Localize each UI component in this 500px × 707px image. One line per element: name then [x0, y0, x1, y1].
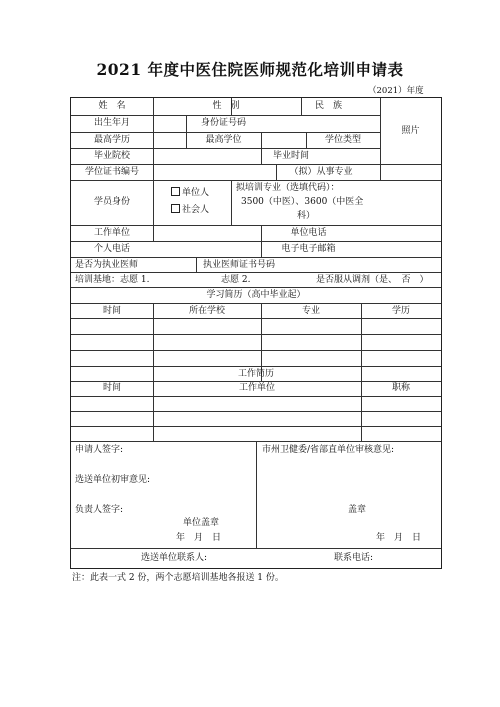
- label-practitioner-cert: 执业医师证书号码: [203, 260, 276, 270]
- label-degree-type: 学位类型: [324, 135, 361, 145]
- unit-preliminary-opinion-label: 选送单位初审意见:: [75, 475, 151, 485]
- work-resume-title: 工作简历: [237, 369, 274, 379]
- col-header-school: 所在学校: [188, 306, 225, 316]
- row-line: [71, 241, 441, 242]
- training-major-line2: 3500（中医）、3600（中医全: [241, 197, 364, 207]
- label-graduation-school: 毕业院校: [93, 151, 130, 161]
- date-right: 年 月 日: [376, 533, 422, 543]
- seal-label: 盖章: [348, 505, 367, 515]
- leader-signature-label: 负责人签字:: [75, 505, 124, 515]
- row-line: [71, 132, 380, 133]
- year-note: （2021）年度: [368, 86, 424, 96]
- col-line: [380, 98, 381, 180]
- col-header-major: 专业: [301, 306, 320, 316]
- col-line: [196, 257, 197, 272]
- option-social-label: 社会人: [182, 205, 210, 215]
- col-header-education: 学历: [391, 306, 410, 316]
- row-line: [71, 411, 441, 412]
- col-header-position: 职称: [391, 383, 410, 393]
- label-wish2: 志愿 2.: [221, 275, 251, 285]
- row-line: [71, 426, 441, 427]
- row-line: [71, 381, 441, 382]
- label-gender: 性 别: [212, 101, 240, 111]
- label-ethnicity: 民 族: [314, 101, 342, 111]
- row-line: [71, 548, 441, 549]
- label-email: 电子电子邮箱: [281, 244, 336, 254]
- label-degree-cert: 学位证书编号: [84, 167, 139, 177]
- application-form-table: [70, 97, 442, 569]
- row-line: [71, 396, 441, 397]
- row-line: [71, 164, 441, 165]
- label-birth: 出生年月: [93, 118, 130, 128]
- label-personal-phone: 个人电话: [93, 244, 130, 254]
- applicant-signature-label: 申请人签字:: [75, 445, 124, 455]
- row-line: [71, 350, 441, 351]
- label-intended-major: （拟）从事专业: [289, 167, 353, 177]
- contact-phone-label: 联系电话:: [334, 553, 374, 563]
- label-is-practitioner: 是否为执业医师: [75, 260, 139, 270]
- row-line: [71, 366, 441, 367]
- label-id-number: 身份证号码: [200, 118, 246, 128]
- row-line: [71, 303, 441, 304]
- row-line: [71, 287, 441, 288]
- label-unit-phone: 单位电话: [290, 228, 327, 238]
- row-line: [71, 334, 441, 335]
- row-line: [71, 272, 441, 273]
- label-trainee-status: 学员身份: [93, 197, 130, 207]
- training-major-line3: 科）: [297, 211, 316, 221]
- label-graduation-time: 毕业时间: [272, 151, 309, 161]
- col-line: [231, 180, 232, 225]
- row-line: [71, 225, 441, 226]
- label-highest-degree: 最高学位: [205, 135, 242, 145]
- option-unit-label: 单位人: [182, 188, 210, 198]
- training-major-line1: 拟培训专业（选填代码）：: [236, 183, 340, 193]
- city-review-opinion-label: 市州卫健委/省部直单位审核意见:: [262, 445, 395, 455]
- col-header-time2: 时间: [102, 383, 121, 393]
- row-line: [71, 148, 380, 149]
- form-title: 2021 年度中医住院医师规范化培训申请表: [96, 60, 404, 79]
- option-social-person[interactable]: [171, 204, 209, 215]
- row-line: [71, 318, 441, 319]
- label-highest-education: 最高学历: [93, 135, 130, 145]
- date-left: 年 月 日: [176, 533, 222, 543]
- checkbox-unit-person[interactable]: [171, 187, 180, 196]
- label-training-base-wish1: 培训基地：志愿 1.: [75, 275, 150, 285]
- checkbox-social-person[interactable]: [171, 204, 180, 213]
- row-line: [71, 115, 380, 116]
- unit-seal-label: 单位盖章: [183, 518, 220, 528]
- col-line: [261, 132, 262, 149]
- footnote: 注：此表一式 2 份，两个志愿培训基地各报送 1 份。: [72, 573, 284, 583]
- label-work-unit: 工作单位: [93, 228, 130, 238]
- row-line: [71, 257, 441, 258]
- col-line: [153, 98, 154, 241]
- unit-contact-person-label: 选送单位联系人:: [141, 553, 208, 563]
- col-header-work-unit: 工作单位: [238, 383, 275, 393]
- col-header-time: 时间: [102, 306, 121, 316]
- label-photo: 照片: [401, 126, 420, 136]
- study-resume-title: 学习简历（高中毕业起）: [206, 290, 306, 300]
- option-unit-person[interactable]: [171, 187, 209, 198]
- label-accept-adjustment: 是否服从调剂（是、 否 ）: [316, 275, 429, 285]
- col-line: [256, 441, 257, 548]
- label-name: 姓 名: [98, 101, 126, 111]
- row-line: [71, 180, 441, 181]
